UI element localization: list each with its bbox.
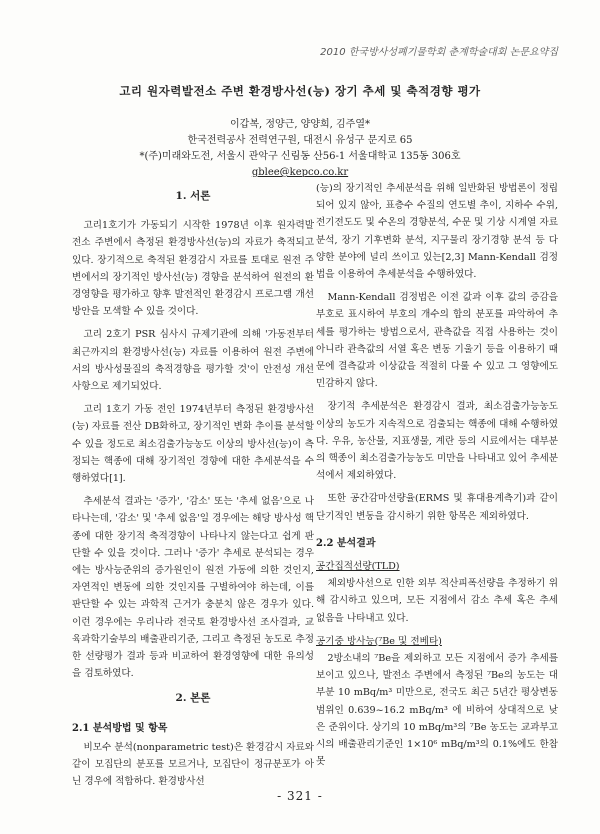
paragraph: 체외방사선으로 인한 외부 적산피폭선량을 추정하기 위해 감시하고 있으며, 모든 지점에서 감소 추세 혹은 추세 없음을 나타내고 있다. xyxy=(316,578,558,624)
item-airborne-heading: 공기중 방사능(⁷Be 및 전베타) xyxy=(316,635,442,647)
paragraph: 또한 공간감마선량율(ERMS 및 휴대용계측기)과 같이 단기적인 변동을 감시하기 위한 항목은 제외하였다. xyxy=(316,493,558,522)
author-email[interactable]: gblee@kepco.co.kr xyxy=(251,167,349,178)
paragraph: 고리 1호기 가동 전인 1974년부터 측정된 환경방사선(능) 자료를 전산 DB화하고, 장기적인 변화 추이를 분석할 수 있을 정도로 최소검출가능농도 이상의 방사선(능)이 측정되는 핵종에 대해 장기적인 경향에 대한 추세분석을 수행하였다[1]. xyxy=(72,404,314,485)
author-names: 이갑복, 정양근, 양양희, 김주열* xyxy=(230,119,370,130)
paragraph: (능)의 장기적인 추세분석을 위해 일반화된 방법론이 정립되어 있지 않아, 표층수 수질의 연도별 추이, 지하수 수위, 전기전도도 및 수온의 경향분석, 수문 및 기상 시계열 자료 분석, 장기 기후변화 분석, 지구물리 장기경향 분석 등 다양한 분야에 널리 쓰이고 있는[2,3] Mann-Kendall 검정법을 이용하여 추세분석을 수행하였다. xyxy=(316,183,558,281)
item-tld-heading: 공간집적선량(TLD) xyxy=(316,561,400,573)
running-header: 2010 한국방사성폐기물학회 춘계학술대회 논문요약집 xyxy=(320,47,558,58)
paragraph: Mann-Kendall 검정법은 이전 값과 이후 값의 증감을 부호로 표시하여 부호의 개수의 합의 분포를 파악하여 추세를 평가하는 방법으로서, 관측값을 직접 사용하는 것이 아니라 관측값의 서열 혹은 변동 기울기 등을 이용하기 때문에 결측값과 이상값을 적절히 다룰 수 있고 그 영향에도 민감하지 않다. xyxy=(316,292,558,390)
page-number: - 321 - xyxy=(277,789,323,803)
section-body-title: 2. 본론 xyxy=(175,692,211,705)
subsection-results-title: 2.2 분석결과 xyxy=(316,537,376,549)
author-block xyxy=(0,117,600,181)
paragraph: 고리1호기가 가동되기 시작한 1978년 이후 원자력발전소 주변에서 측정된 환경방사선(능)의 자료가 축적되고 있다. 장기적으로 축적된 환경감시 자료를 토대로 원전 주변에서의 장기적인 방사선(능) 경향을 분석하여 원전의 환경영향을 평가하고 향후 발전적인 환경감시 프로그램 개선방안을 모색할 수 있을 것이다. xyxy=(72,220,314,318)
right-column xyxy=(316,180,558,777)
paragraph: 2방소내의 ⁷Be을 제외하고 모든 지점에서 증가 추세를 보이고 있으나, 발전소 주변에서 측정된 ⁷Be의 농도는 대부분 10 mBq/m³ 미만으로, 전국도 최근 5년간 평상변동 범위인 0.639~16.2 mBq/m³ 에 비하여 상대적으로 낮은 준위이다. 상기의 10 mBq/m³의 ⁷Be 농도는 교과부고시의 배출관리기준인 1×10⁶ mBq/m³의 0.1%에도 한참 못 xyxy=(316,653,558,768)
paragraph: 비모수 분석(nonparametric test)은 환경감시 자료와 같이 모집단의 분포를 모르거나, 모집단이 정규분포가 아닌 경우에 적합하다. 환경방사선 xyxy=(72,741,314,788)
left-column xyxy=(72,180,314,797)
subsection-methods-title: 2.1 분석방법 및 항목 xyxy=(72,722,168,734)
paragraph: 고리 2호기 PSR 심사시 규제기관에 의해 '가동전부터 최근까지의 환경방사선(능) 자료를 이용하여 원전 주변에서의 방사성물질의 축적경향을 평가할 것'이 안전성 개선사항으로 제기되었다. xyxy=(72,329,314,393)
paper-title: 고리 원자력발전소 주변 환경방사선(능) 장기 추세 및 축적경향 평가 xyxy=(119,84,481,98)
section-introduction-title: 1. 서론 xyxy=(175,190,211,202)
affiliation-2: *(주)미래와도전, 서울시 관악구 신림동 산56-1 서울대학교 135동 306호 xyxy=(139,151,461,162)
affiliation-1: 한국전력공사 전력연구원, 대전시 유성구 문지로 65 xyxy=(187,135,413,146)
paragraph: 추세분석 결과는 '증가', '감소' 또는 '추세 없음'으로 나타나는데, '감소' 및 '추세 없음'일 경우에는 해당 방사성 핵종에 대한 장기적 축적경향이 나타나지 않는다고 쉽게 판단할 수 있을 것이다. 그러나 '증가' 추세로 분석되는 경우에는 방사능준위의 증가원인이 원전 가동에 의한 것인지, 자연적인 변동에 의한 것인지를 구별하여야 하는데, 이를 판단할 수 있는 과학적 근거가 충분치 않은 경우가 있다. 이런 경우에는 우리나라 전국토 환경방사선 조사결과, 교육과학기술부의 배출관리기준, 그리고 측정된 농도로 추정한 선량평가 결과 등과 비교하여 환경영향에 대한 유의성을 검토하였다. xyxy=(72,496,314,680)
paragraph: 장기적 추세분석은 환경감시 결과, 최소검출가능농도 이상의 농도가 지속적으로 검출되는 핵종에 대해 수행하였다. 우유, 농산물, 지표생물, 계란 등의 시료에서는 대부분의 핵종이 최소검출가능농도 미만을 나타내고 있어 추세분석에서 제외하였다. xyxy=(316,401,558,482)
